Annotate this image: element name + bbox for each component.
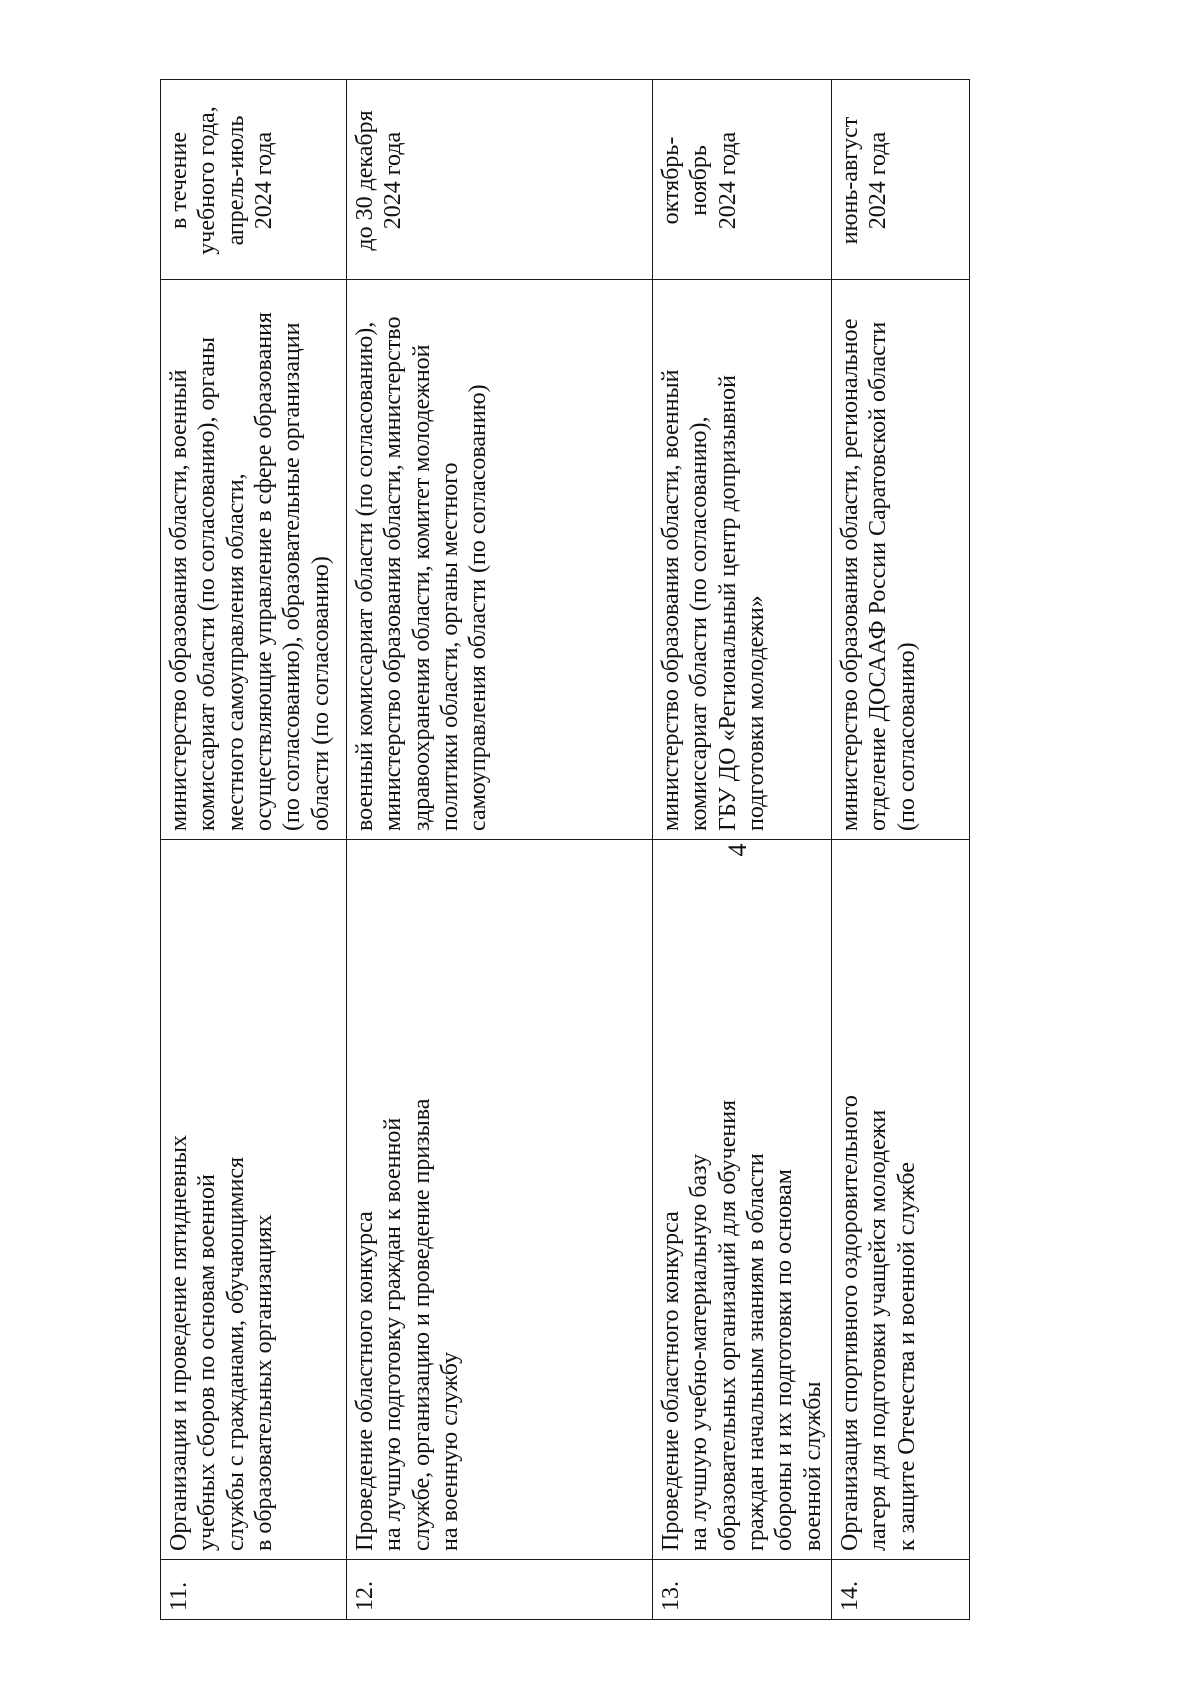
deadline: [831, 80, 969, 280]
table-row: [653, 80, 832, 1620]
table-row: [347, 80, 653, 1620]
responsible-parties: [831, 280, 969, 840]
table-row: [831, 80, 969, 1620]
deadline-text: в течение учебного года, апрель-июль 2024 года: [166, 106, 277, 255]
responsible-text: военный комиссариат области (по согласованию), министерство образования области, министерство здравоохранения области, комитет молодежной политики области, органы местного самоуправления области (по согласованию): [352, 316, 492, 831]
responsible-parties: [347, 280, 653, 840]
event-text: Организация спортивного оздоровительного лагеря для подготовки учащейся молодежи к защите Отечества и военной службе: [836, 1095, 920, 1551]
row-number: 12.: [347, 1560, 653, 1620]
document-sheet: [160, 80, 960, 1620]
deadline: [161, 80, 347, 280]
event-description: [653, 840, 832, 1560]
deadline: [653, 80, 832, 280]
row-number: 14.: [831, 1560, 969, 1620]
responsible-parties: [161, 280, 347, 840]
event-text: Проведение областного конкурса на лучшую подготовку граждан к военной службе, организацию и проведение призыва на военную службу: [352, 1098, 463, 1551]
row-number: 11.: [161, 1560, 347, 1620]
events-table: [160, 79, 970, 1620]
deadline: [347, 80, 653, 280]
event-description: [347, 840, 653, 1560]
event-text: Организация и проведение пятидневных учебных сборов по основам военной службы с гражданами, обучающимися в образовательных организациях: [166, 1134, 277, 1551]
event-description: [161, 840, 347, 1560]
responsible-text: министерство образования области, региональное отделение ДОСААФ России Саратовской области (по согласованию): [836, 318, 920, 831]
page-number: 4: [723, 843, 752, 857]
event-description: [831, 840, 969, 1560]
deadline-text: июнь-август 2024 года: [836, 116, 892, 245]
table-row: [161, 80, 347, 1620]
row-number: 13.: [653, 1560, 832, 1620]
deadline-text: октябрь- ноябрь 2024 года: [658, 131, 741, 230]
responsible-text: министерство образования области, военный комиссариат области (по согласованию), органы местного самоуправления области, осуществляющие управление в сфере образования (по согласованию), образовательные организации области (по согласованию): [166, 312, 334, 831]
responsible-text: министерство образования области, военный комиссариат области (по согласованию), ГБУ ДО «Региональный центр допризывной подготовки молодежи»: [658, 369, 769, 831]
rotated-table-wrapper: [160, 80, 960, 1620]
deadline-text: до 30 декабря 2024 года: [352, 110, 407, 251]
responsible-parties: [653, 280, 832, 840]
event-text: Проведение областного конкурса на лучшую учебно-материальную базу образовательных организаций для обучения граждан начальным знаниям в области обороны и их подготовки по основам военной службы: [658, 1099, 826, 1551]
